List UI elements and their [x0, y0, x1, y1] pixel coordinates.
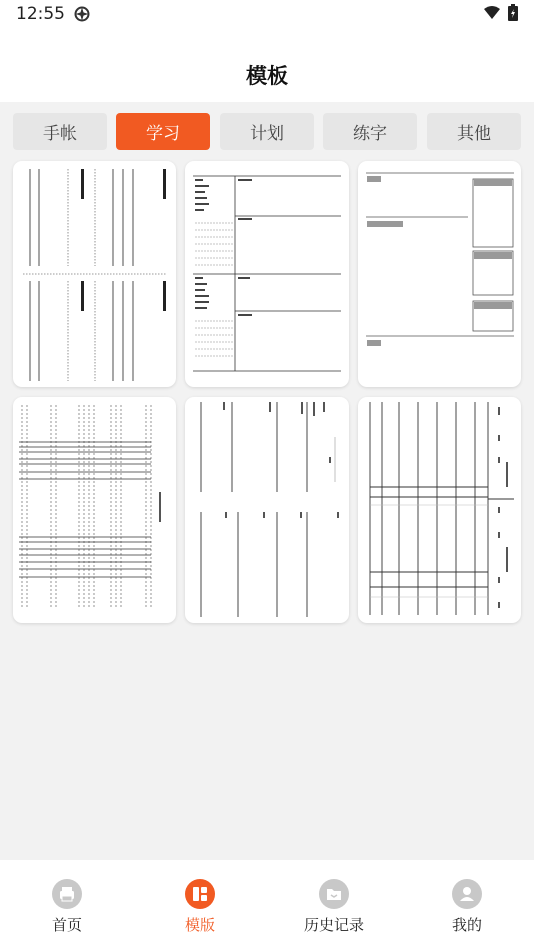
nav-profile[interactable]	[400, 860, 534, 950]
nav-history-label: 历史记录	[303, 916, 364, 934]
template-thumbnail-plan	[358, 161, 521, 387]
template-icon	[185, 879, 215, 909]
bottom-nav	[0, 860, 534, 950]
tab-other[interactable]: 其他	[427, 113, 521, 150]
template-thumbnail-grid	[13, 397, 176, 623]
template-card[interactable]	[358, 161, 521, 387]
template-card[interactable]	[185, 161, 349, 387]
template-card[interactable]	[358, 397, 521, 623]
user-icon	[452, 879, 482, 909]
template-card[interactable]	[13, 161, 176, 387]
tab-handbook[interactable]: 手帐	[13, 113, 107, 150]
tab-calligraphy[interactable]: 练字	[323, 113, 417, 150]
app-header	[0, 0, 534, 102]
template-thumbnail-notes	[13, 161, 176, 387]
tab-plan[interactable]: 计划	[220, 113, 314, 150]
nav-home[interactable]	[0, 860, 134, 950]
battery-icon	[508, 4, 518, 21]
nav-home-label: 首页	[51, 916, 82, 934]
page-title: 模板	[246, 64, 288, 88]
nav-history[interactable]	[267, 860, 401, 950]
status-app-icon	[74, 6, 90, 22]
wifi-icon	[484, 6, 500, 20]
template-card[interactable]	[13, 397, 176, 623]
status-time: 12:55	[16, 4, 65, 24]
template-card[interactable]	[185, 397, 349, 623]
nav-profile-label: 我的	[451, 916, 482, 934]
folder-icon	[319, 879, 349, 909]
tab-study[interactable]: 学习	[116, 113, 210, 150]
template-thumbnail-table	[358, 397, 521, 623]
nav-templates-label: 模版	[184, 916, 215, 934]
nav-templates[interactable]	[133, 860, 267, 950]
category-tabs	[13, 113, 521, 150]
template-thumbnail-study-log	[185, 161, 349, 387]
template-thumbnail-vertical	[185, 397, 349, 623]
printer-icon	[52, 879, 82, 909]
